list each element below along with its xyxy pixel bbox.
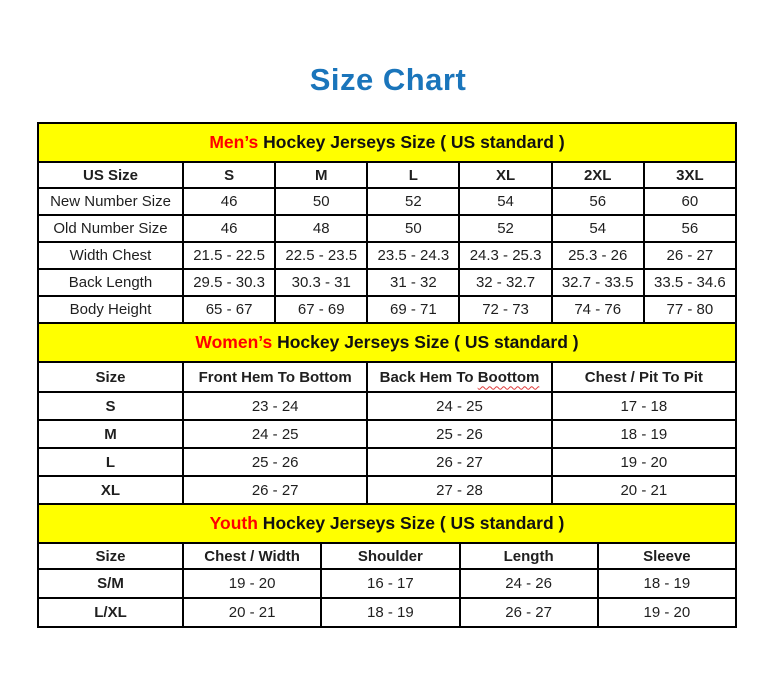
womens-header-row bbox=[38, 362, 736, 392]
table-cell: 31 - 32 bbox=[367, 269, 459, 296]
mens-section-title bbox=[38, 123, 736, 162]
table-cell: 25 - 26 bbox=[183, 448, 367, 476]
mens-accent-text: Men’s bbox=[209, 132, 259, 152]
row-label: New Number Size bbox=[38, 188, 183, 215]
column-header: Shoulder bbox=[321, 543, 459, 569]
table-cell: 29.5 - 30.3 bbox=[183, 269, 275, 296]
row-label: L bbox=[38, 448, 183, 476]
page-title: Size Chart bbox=[309, 62, 467, 97]
row-label: S bbox=[38, 392, 183, 420]
table-row bbox=[38, 448, 736, 476]
column-header: Sleeve bbox=[598, 543, 736, 569]
column-header: 3XL bbox=[644, 162, 736, 188]
table-cell: 18 - 19 bbox=[598, 569, 736, 598]
table-cell: 67 - 69 bbox=[275, 296, 367, 323]
column-header: Size bbox=[38, 543, 183, 569]
table-cell: 24.3 - 25.3 bbox=[459, 242, 551, 269]
table-row bbox=[38, 569, 736, 598]
table-cell: 25 - 26 bbox=[367, 420, 551, 448]
table-row bbox=[38, 242, 736, 269]
table-cell: 20 - 21 bbox=[552, 476, 736, 504]
table-cell: 17 - 18 bbox=[552, 392, 736, 420]
table-cell: 52 bbox=[459, 215, 551, 242]
back-hem-prefix: Back Hem To bbox=[379, 368, 478, 386]
table-cell: 56 bbox=[552, 188, 644, 215]
table-cell: 32 - 32.7 bbox=[459, 269, 551, 296]
table-cell: 32.7 - 33.5 bbox=[552, 269, 644, 296]
column-header: Length bbox=[460, 543, 598, 569]
mens-title-rest: Hockey Jerseys Size ( US standard ) bbox=[258, 132, 565, 152]
misspelled-word: Boottom bbox=[477, 368, 540, 386]
youth-title-rest: Hockey Jerseys Size ( US standard ) bbox=[257, 513, 565, 533]
table-row bbox=[38, 188, 736, 215]
table-cell: 25.3 - 26 bbox=[552, 242, 644, 269]
column-header: Size bbox=[38, 362, 183, 392]
womens-accent-text: Women’s bbox=[195, 332, 273, 352]
table-cell: 18 - 19 bbox=[552, 420, 736, 448]
size-chart-tables bbox=[37, 122, 737, 628]
column-header: Front Hem To Bottom bbox=[183, 362, 367, 392]
row-label: Old Number Size bbox=[38, 215, 183, 242]
mens-header-row bbox=[38, 162, 736, 188]
row-label: Body Height bbox=[38, 296, 183, 323]
table-cell: 56 bbox=[644, 215, 736, 242]
table-cell: 21.5 - 22.5 bbox=[183, 242, 275, 269]
table-cell: 46 bbox=[183, 188, 275, 215]
table-row bbox=[38, 598, 736, 627]
table-cell: 18 - 19 bbox=[321, 598, 459, 627]
row-label: XL bbox=[38, 476, 183, 504]
row-label: Width Chest bbox=[38, 242, 183, 269]
table-cell: 24 - 25 bbox=[183, 420, 367, 448]
row-label: M bbox=[38, 420, 183, 448]
youth-size-table bbox=[37, 503, 737, 628]
table-row bbox=[38, 420, 736, 448]
table-cell: 50 bbox=[367, 215, 459, 242]
table-cell: 19 - 20 bbox=[552, 448, 736, 476]
youth-section-title bbox=[38, 504, 736, 543]
column-header: US Size bbox=[38, 162, 183, 188]
table-cell: 26 - 27 bbox=[460, 598, 598, 627]
mens-section-header bbox=[38, 123, 736, 162]
table-cell: 74 - 76 bbox=[552, 296, 644, 323]
table-cell: 23.5 - 24.3 bbox=[367, 242, 459, 269]
table-cell: 30.3 - 31 bbox=[275, 269, 367, 296]
column-header: XL bbox=[459, 162, 551, 188]
table-cell: 72 - 73 bbox=[459, 296, 551, 323]
table-cell: 77 - 80 bbox=[644, 296, 736, 323]
table-cell: 24 - 25 bbox=[367, 392, 551, 420]
table-cell: 16 - 17 bbox=[321, 569, 459, 598]
table-cell: 54 bbox=[459, 188, 551, 215]
mens-size-table bbox=[37, 122, 737, 324]
youth-accent-text: Youth bbox=[209, 513, 258, 533]
row-label: Back Length bbox=[38, 269, 183, 296]
column-header: 2XL bbox=[552, 162, 644, 188]
table-row bbox=[38, 392, 736, 420]
table-cell: 26 - 27 bbox=[183, 476, 367, 504]
column-header bbox=[367, 362, 551, 392]
table-cell: 26 - 27 bbox=[644, 242, 736, 269]
womens-title-rest: Hockey Jerseys Size ( US standard ) bbox=[272, 332, 579, 352]
table-cell: 48 bbox=[275, 215, 367, 242]
table-row bbox=[38, 215, 736, 242]
table-cell: 60 bbox=[644, 188, 736, 215]
table-cell: 50 bbox=[275, 188, 367, 215]
row-label: S/M bbox=[38, 569, 183, 598]
column-header: S bbox=[183, 162, 275, 188]
table-cell: 52 bbox=[367, 188, 459, 215]
womens-size-table bbox=[37, 322, 737, 505]
table-cell: 22.5 - 23.5 bbox=[275, 242, 367, 269]
table-cell: 27 - 28 bbox=[367, 476, 551, 504]
column-header: M bbox=[275, 162, 367, 188]
table-row bbox=[38, 476, 736, 504]
table-cell: 19 - 20 bbox=[598, 598, 736, 627]
table-cell: 54 bbox=[552, 215, 644, 242]
table-cell: 24 - 26 bbox=[460, 569, 598, 598]
column-header: L bbox=[367, 162, 459, 188]
womens-section-header bbox=[38, 323, 736, 362]
column-header: Chest / Pit To Pit bbox=[552, 362, 736, 392]
womens-section-title bbox=[38, 323, 736, 362]
table-cell: 33.5 - 34.6 bbox=[644, 269, 736, 296]
table-row bbox=[38, 269, 736, 296]
table-cell: 65 - 67 bbox=[183, 296, 275, 323]
row-label: L/XL bbox=[38, 598, 183, 627]
youth-header-row bbox=[38, 543, 736, 569]
table-row bbox=[38, 296, 736, 323]
table-cell: 20 - 21 bbox=[183, 598, 321, 627]
youth-section-header bbox=[38, 504, 736, 543]
table-cell: 46 bbox=[183, 215, 275, 242]
table-cell: 26 - 27 bbox=[367, 448, 551, 476]
table-cell: 23 - 24 bbox=[183, 392, 367, 420]
column-header: Chest / Width bbox=[183, 543, 321, 569]
table-cell: 69 - 71 bbox=[367, 296, 459, 323]
table-cell: 19 - 20 bbox=[183, 569, 321, 598]
